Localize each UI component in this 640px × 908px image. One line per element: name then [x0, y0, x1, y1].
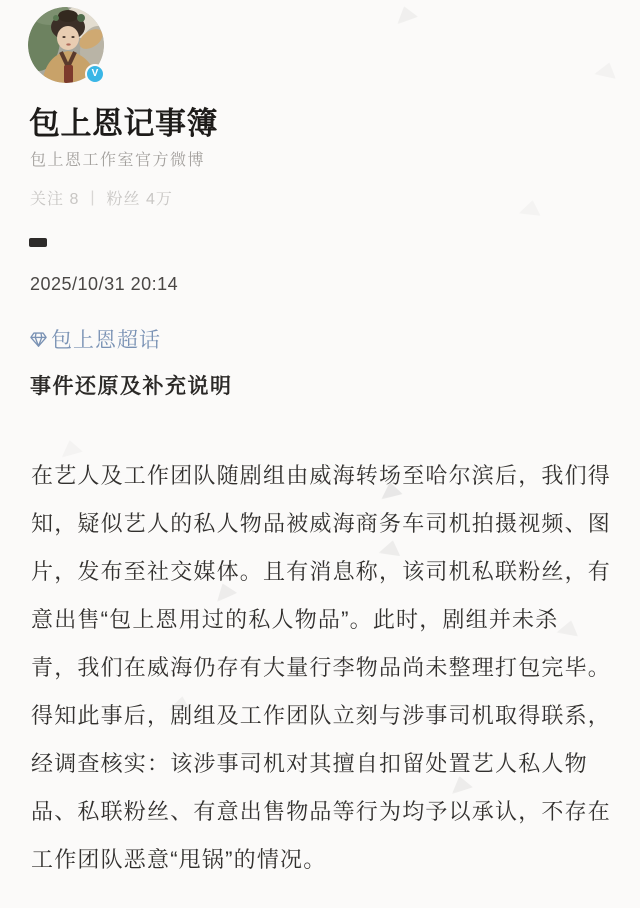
body-line: 在艺人及工作团队随剧组由威海转场至哈尔滨后，我们得 — [31, 463, 612, 488]
following-stat[interactable] — [30, 186, 79, 209]
post-body — [31, 452, 631, 884]
stats-separator: | — [90, 188, 96, 206]
profile-avatar[interactable] — [28, 7, 104, 83]
profile-description: 包上恩工作室官方微博 — [30, 152, 206, 169]
profile-stats — [30, 186, 173, 209]
supertopic-gem-icon — [29, 330, 48, 349]
body-line: 经调查核实：该涉事司机对其擅自扣留处置艺人私人物 — [31, 751, 588, 776]
following-count: 8 — [69, 191, 80, 208]
watermark-smudge — [393, 4, 418, 25]
following-label: 关注 — [30, 191, 65, 208]
body-line: 意出售“包上恩用过的私人物品”。此时，剧组并未杀 — [31, 607, 559, 632]
followers-stat[interactable] — [107, 186, 173, 209]
followers-label: 粉丝 — [106, 191, 141, 208]
body-line: 工作团队恶意“甩锅”的情况。 — [31, 847, 327, 872]
supertopic-label: 包上恩超话 — [51, 329, 161, 352]
profile-name: 包上恩记事簿 — [29, 106, 218, 141]
body-line: 知，疑似艺人的私人物品被威海商务车司机拍摄视频、图 — [31, 511, 612, 536]
supertopic-link[interactable] — [29, 324, 161, 354]
body-line: 得知此事后，剧组及工作团队立刻与涉事司机取得联系， — [31, 703, 612, 728]
watermark-smudge — [519, 198, 544, 218]
body-line: 品、私联粉丝、有意出售物品等行为均予以承认，不存在 — [31, 799, 612, 824]
watermark-smudge — [594, 59, 620, 81]
collapsed-dash — [29, 238, 47, 247]
body-line: 片，发布至社交媒体。且有消息称，该司机私联粉丝，有 — [31, 559, 612, 584]
body-line: 青，我们在威海仍存有大量行李物品尚未整理打包完毕。 — [31, 655, 612, 680]
followers-count: 4万 — [146, 191, 173, 208]
verified-badge-icon: V — [85, 64, 105, 84]
post-title: 事件还原及补充说明 — [30, 375, 233, 398]
post-timestamp: 2025/10/31 20:14 — [30, 274, 179, 294]
